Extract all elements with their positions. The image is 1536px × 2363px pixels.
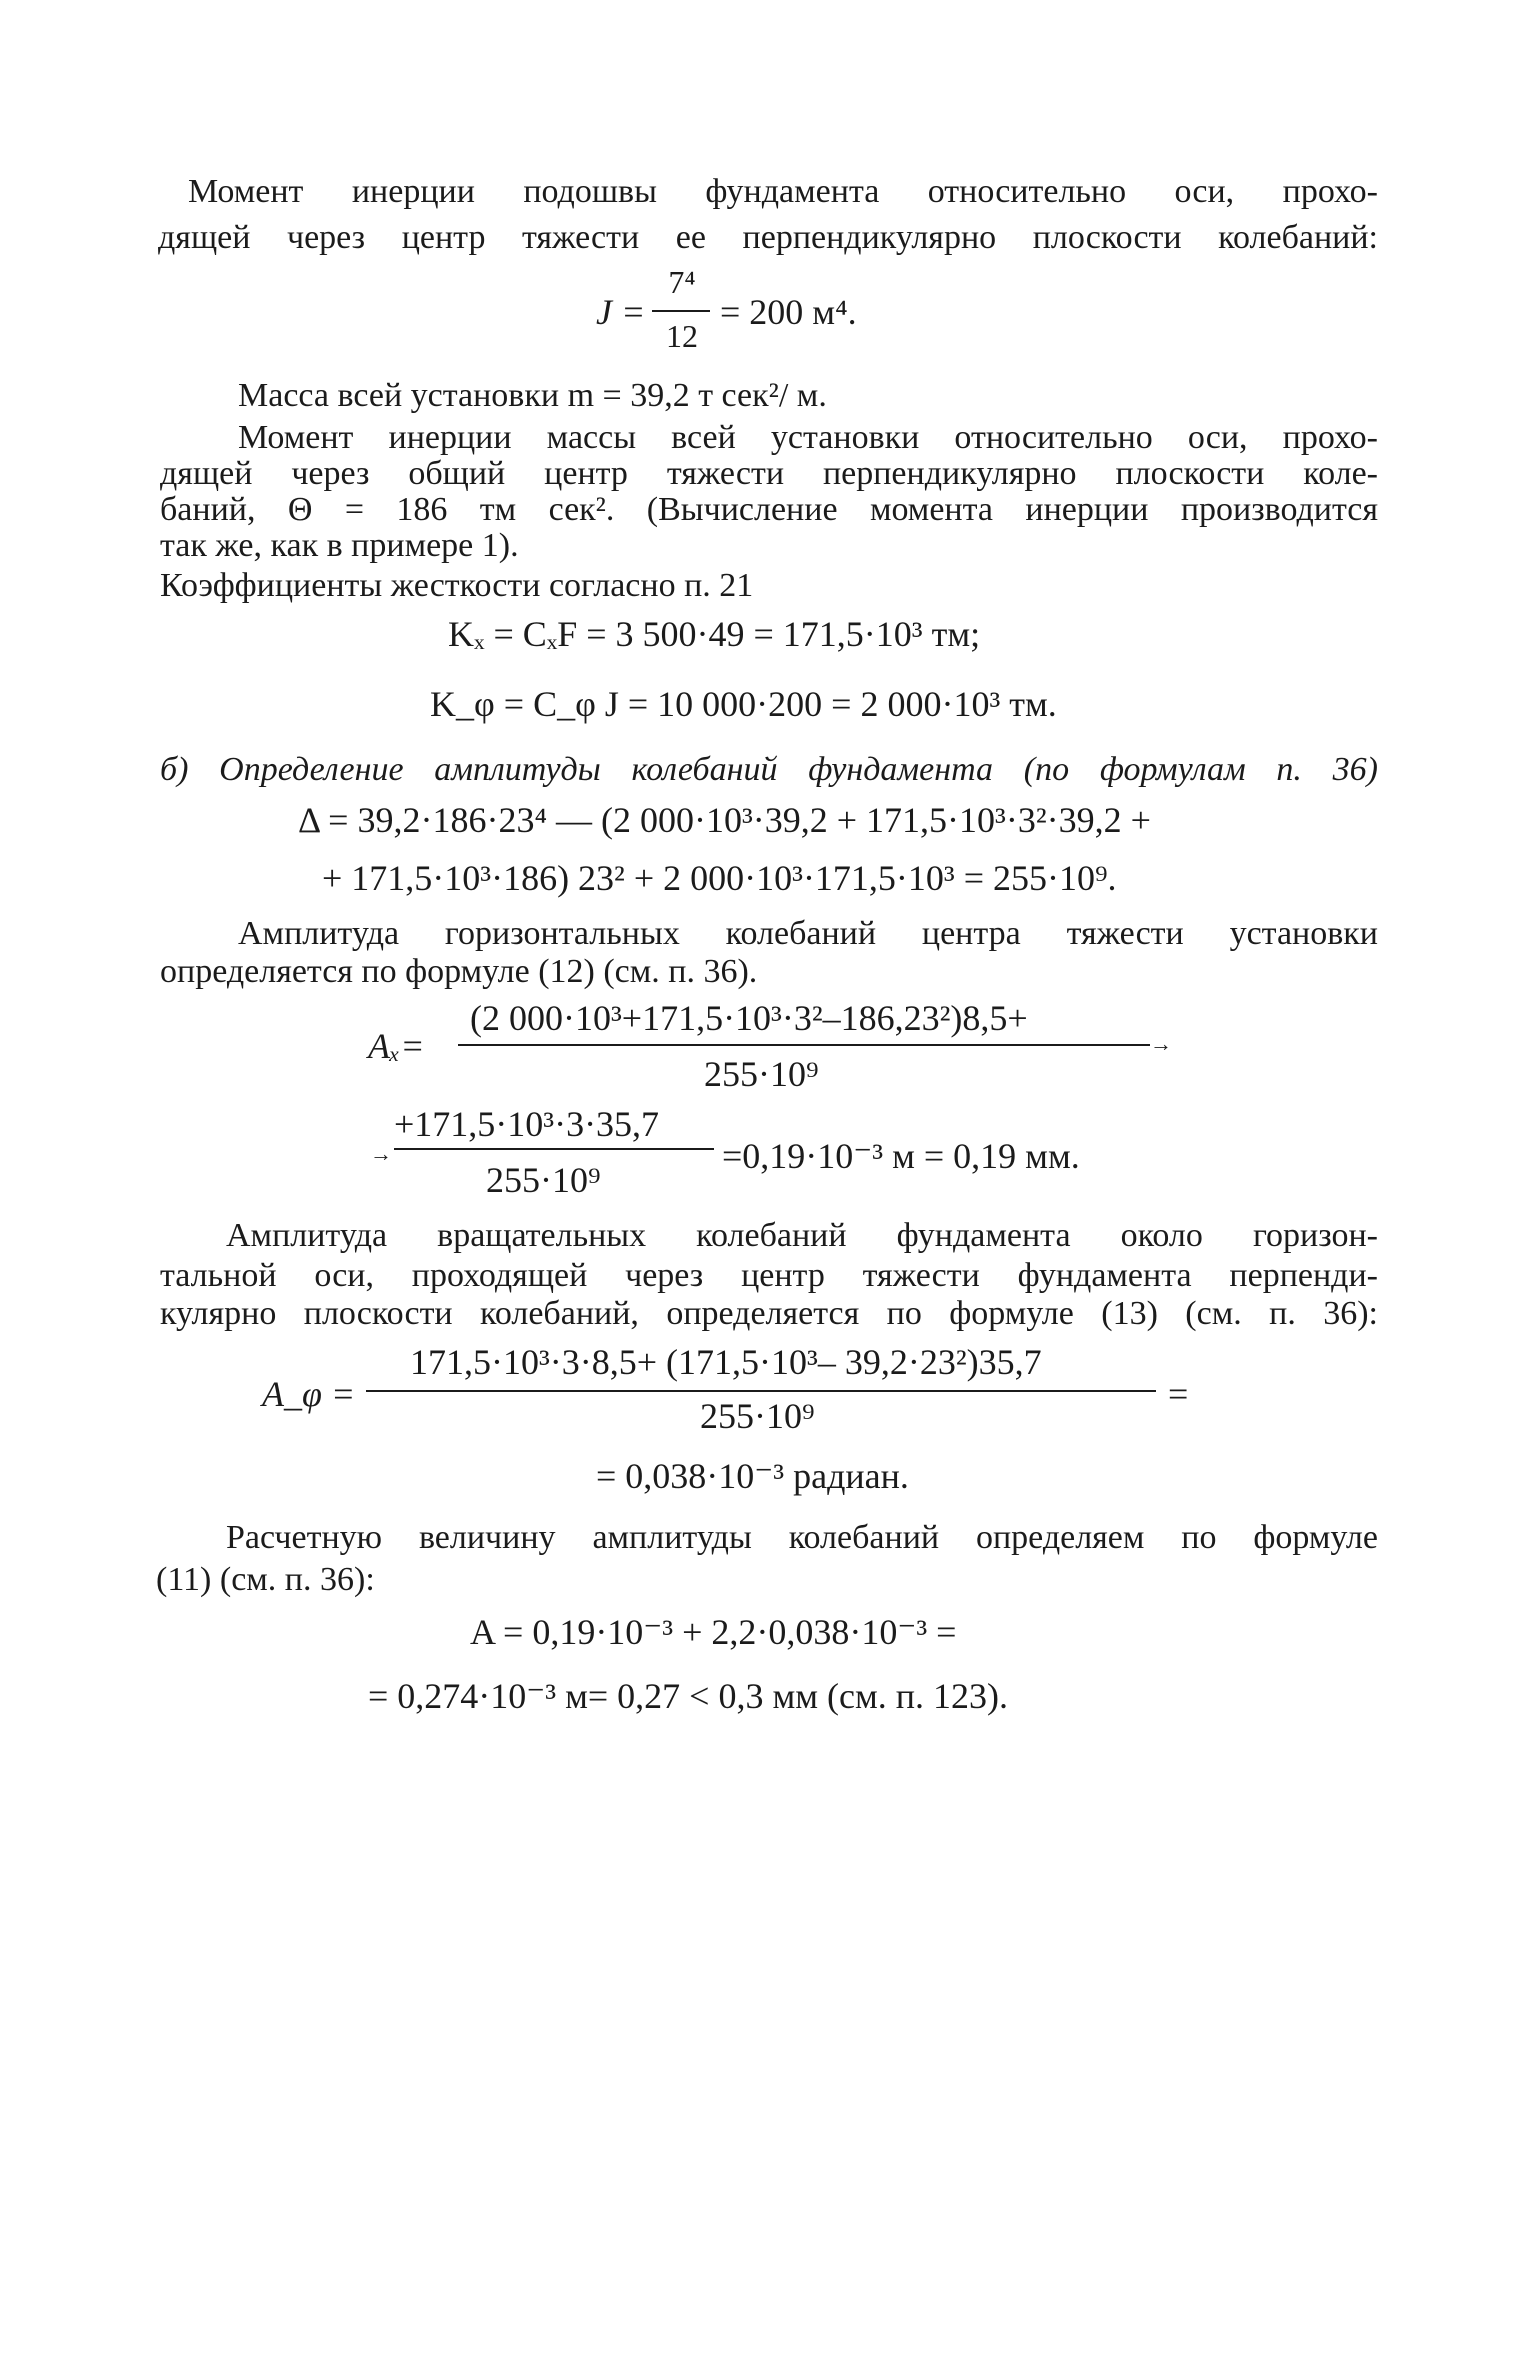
formula-ax-numerator-1: (2 000·10³+171,5·10³·3²–186,23²)8,5+ [470, 998, 1028, 1038]
text-line: Амплитуда вращательных колебаний фундамента около горизон- [226, 1217, 1378, 1254]
formula-j-lhs: J = [596, 292, 646, 332]
formula-ax-denominator-1: 255·10⁹ [704, 1054, 819, 1094]
text-line: баний, Θ = 186 тм сек². (Вычисление момента инерции производится [160, 491, 1378, 528]
text-line: дящей через общий центр тяжести перпендикулярно плоскости коле- [160, 455, 1378, 492]
formula-ax-fraction-bar-2 [394, 1148, 714, 1150]
text-line: тальной оси, проходящей через центр тяжести фундамента перпенди- [160, 1257, 1378, 1294]
formula-a-line2: = 0,274·10⁻³ м= 0,27 < 0,3 мм (см. п. 123). [368, 1676, 1009, 1716]
formula-j-denominator: 12 [666, 318, 698, 354]
formula-aphi-fraction-bar [366, 1390, 1156, 1392]
text-line: Момент инерции массы всей установки относительно оси, прохо- [238, 419, 1378, 456]
text-line: кулярно плоскости колебаний, определяется по формуле (13) (см. п. 36): [160, 1295, 1378, 1332]
section-heading: б) Определение амплитуды колебаний фундамента (по формулам п. 36) [160, 751, 1378, 788]
formula-ax-lead: → [370, 1141, 392, 1166]
text-line: Коэффициенты жесткости согласно п. 21 [160, 567, 754, 604]
text-line: Амплитуда горизонтальных колебаний центра тяжести установки [238, 915, 1378, 952]
text-line: (11) (см. п. 36): [156, 1561, 375, 1598]
formula-aphi-rhs: = 0,038·10⁻³ радиан. [596, 1456, 909, 1496]
text-line: Момент инерции подошвы фундамента относительно оси, прохо- [188, 173, 1378, 210]
formula-kx: Kₓ = CₓF = 3 500·49 = 171,5·10³ тм; [448, 614, 981, 654]
formula-aphi-denominator: 255·10⁹ [700, 1396, 815, 1436]
formula-aphi-lhs: A_φ = [262, 1374, 356, 1414]
text-line: определяется по формуле (12) (см. п. 36). [160, 953, 758, 990]
formula-ax-rhs: =0,19·10⁻³ м = 0,19 мм. [722, 1136, 1080, 1176]
text-line: дящей через центр тяжести ее перпендикулярно плоскости колебаний: [158, 219, 1378, 256]
formula-delta-line2: + 171,5·10³·186) 23² + 2 000·10³·171,5·10³ = 255·10⁹. [322, 858, 1117, 898]
formula-ax-fraction-bar-1 [458, 1044, 1150, 1046]
formula-kphi: K_φ = C_φ J = 10 000·200 = 2 000·10³ тм. [430, 684, 1057, 724]
formula-j-fraction-bar [652, 310, 710, 312]
formula-aphi-numerator: 171,5·10³·3·8,5+ (171,5·10³– 39,2·23²)35,7 [410, 1342, 1042, 1382]
formula-aphi-equals: = [1168, 1374, 1189, 1414]
text-line: Масса всей установки m = 39,2 т сек²/ м. [238, 377, 827, 414]
formula-j-numerator: 7⁴ [668, 264, 696, 300]
formula-ax-lhs: Aₓ= [368, 1026, 425, 1066]
formula-a-line1: A = 0,19·10⁻³ + 2,2·0,038·10⁻³ = [470, 1612, 957, 1652]
text-line: Расчетную величину амплитуды колебаний определяем по формуле [226, 1519, 1378, 1556]
formula-ax-denominator-2: 255·10⁹ [486, 1160, 601, 1200]
formula-delta-line1: Δ = 39,2·186·23⁴ — (2 000·10³·39,2 + 171,5·10³·3²·39,2 + [298, 800, 1151, 840]
formula-j-rhs: = 200 м⁴. [720, 292, 857, 332]
text-line: так же, как в примере 1). [160, 527, 519, 564]
formula-ax-numerator-2: +171,5·10³·3·35,7 [394, 1104, 660, 1144]
formula-ax-continuation: → [1150, 1031, 1172, 1056]
